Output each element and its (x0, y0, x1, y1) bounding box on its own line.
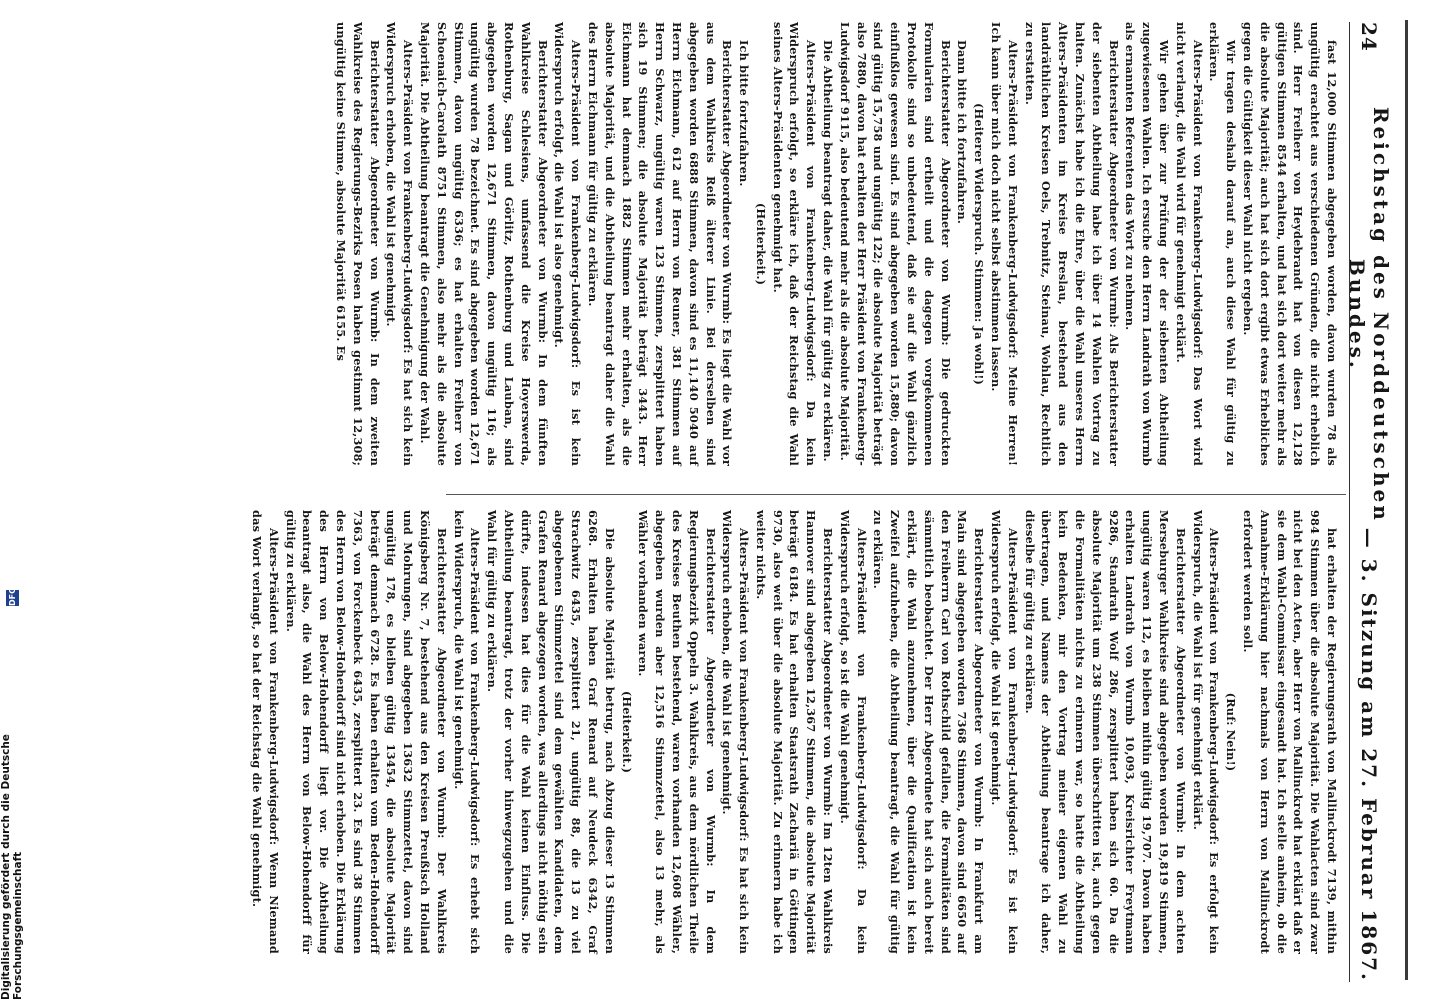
header-rule (1349, 22, 1350, 982)
session-info: — 3. Sitzung am 27. Februar 1867. (1357, 527, 1381, 982)
dfg-logo: DFG (7, 587, 17, 606)
paragraph: Berichterstatter Abgeordneter von Wurmb: In dem achten Merseburger Wahlkreise sind abgegeben worden 19,819 Stimmen, ungültig waren 112, es bleiben mithin gültig 19,707. Davon haben erhalten Landrath von Wurmb 10,093, Kreisrichter Freytmann 9286, Standrath Wolf 286, zersplittert haben sich 60. Da die absolute Majorität um 238 Stimmen überschritten ist, auch gegen die Formalitäten nichts zu erinnern war, so hatte die Abtheilung kein Bedenken, mir den Vortrag meiner eigenen Wahl zu übertragen, und Namens der Abtheilung beantrage ich daher, dieselbe für gültig zu erklären. (1022, 510, 1188, 954)
paragraph: Wir gehen über zur Prüfung der der siebenten Abtheilung zugewiesenen Wahlen. Ich ersuche den Herrn Landrath von Wurmb als ernannten Referenten das Wort zu nehmen. (1123, 22, 1172, 466)
paragraph: Alters-Präsident von Frankenberg-Ludwigsdorf: Es ist kein Widerspruch erfolgt, die Wahl ist also genehmigt. (552, 22, 584, 466)
paragraph: Alters-Präsident von Frankenberg-Ludwigsdorf: Da kein Widerspruch erfolgt, so erkläre ich, daß der Reichstag die Wahl seines Alters-Präsidenten genehmigt hat. (770, 22, 819, 466)
paragraph: Berichterstatter Abgeordneter von Wurmb: Der Wahlkreis Königsberg Nr. 7, bestehend aus den Kreisen Preußisch Holland und Mohrungen, sind abgegeben 13632 Stimmzettel, davon sind ungültig 178, es bleiben gültig 13454, die absolute Majorität beträgt demnach 6728. Es haben erhalten vom Beden-Hohendorff 7363, von Forckenbeck 6435, zersplittert 23. Es sind 38 Stimmen des Herrn von Below-Hohendorff sind nicht erhoben. Die Erklärung des Herrn von Below-Hohendorff liegt vor. Die Abtheilung beantragt also, die Wahl des Herrn von Below-Hohendorff für gültig zu erklären. (283, 510, 449, 954)
page-number: 24 (1357, 22, 1381, 52)
paragraph: Alters-Präsident von Frankenberg-Ludwigsdorf: Das Wort wird nicht verlangt, die Wahl wird für genehmigt erklärt. (1173, 22, 1205, 466)
paragraph: (Ruf: Nein!) (1224, 692, 1239, 772)
paragraph: Alters-Präsident von Frankenberg-Ludwigsdorf: Es erhebt sich kein Widerspruch, die Wahl ist genehmigt. (451, 510, 483, 954)
credit-text: Digitalisierung gefördert durch die Deutsche Forschungsgemeinschaft (0, 734, 24, 1000)
digitization-credit (0, 587, 24, 1000)
paragraph: Alters-Präsident von Frankenberg-Ludwigsdorf: Es hat sich kein Widerspruch erhoben, die Wahl ist genehmigt. (720, 510, 752, 954)
paragraph: Berichterstatter Abgeordneter von Wurmb: Es liegt die Wahl vor aus dem Wahlkreis Reiß älterer Linie. Bei derselben sind abgegeben worden 6888 Stimmen, davon sind es 11,140 5040 auf Herrn Eichmann, 612 auf Herrn von Reuner, 381 Stimmen auf Herrn Schwarz, ungültig waren 123 Stimmen, zersplittert haben sich 19 Stimmen; die absolute Majorität beträgt 3443. Herr Eichmann hat demnach 1882 Stimmen mehr erhalten, als die absolute Majorität, und die Abtheilung beantragt daher die Wahl des Herrn Eichmann für gültig zu erklären. (585, 22, 735, 466)
paragraph: (Heiterkeit.) (753, 202, 768, 286)
paragraph: fast 12,000 Stimmen abgegeben worden, davon wurden 78 als ungültig erachtet aus verschiedenen Gründen, die nicht erheblich sind. Herr Freiherr von Heydebrandt hat von diesen 12,128 gültigen Stimmen 8544 erhalten, und hat sich dort weiter mehr als die absolute Majorität; auch hat sich dort ergibt etwas Erhebliches gegen die Gültigkeit dieser Wahl nicht ergeben. (1241, 22, 1339, 466)
paragraph: Die Abtheilung beantragt daher, die Wahl für gültig zu erklären. (821, 40, 836, 462)
paragraph: Berichterstatter Abgeordneter von Wurmb: In dem zweiten Wahlkreise des Regierungs-Bezirks Posen haben gestimmt 12,308; ungültig keine Stimme, absolute Majorität 6155. Es (333, 22, 382, 466)
paragraph: Alters-Präsident von Frankenberg-Ludwigsdorf: Es ist kein Widerspruch erfolgt, die Wahl ist genehmigt. (989, 510, 1020, 954)
page-edge-shadow (1405, 20, 1408, 980)
paragraph: Alters-Präsident von Frankenberg-Ludwigsdorf: Wenn Niemand das Wort verlangt, so hat der Reichstag die Wahl genehmigt. (250, 510, 281, 954)
paragraph: Wir tragen deshalb darauf an, auch diese Wahl für gültig zu erklären. (1207, 22, 1239, 466)
paragraph: hat erhalten der Regierungsrath von Mallinckrodt 7139, mithin 984 Stimmen über die absolute Majorität. Die Wahlacten sind zwar nicht bei den Acten, aber Herr von Mallinckrodt hat erklärt daß er sie dem Wahl-Commissar eingesandt hat. Ich stelle anheim, ob die Annahme-Erklärung hier nachmals von Herrn von Mallinckrodt erfordert werden soll. (1241, 510, 1339, 954)
paragraph: Alters-Präsident von Frankenberg-Ludwigsdorf: Es hat sich kein Widerspruch erhoben, die Wahl ist genehmigt. (384, 22, 416, 466)
paragraph: Alters-Präsident von Frankenberg-Ludwigsdorf: Es erfolgt kein Widerspruch, die Wahl ist für genehmigt erklärt. (1190, 510, 1222, 954)
paragraph: Die absolute Majorität betrug, nach Abzug dieser 13 Stimmen 6268. Erhalten haben Graf Renard auf Neudeck 6342, Graf Strachwitz 6435, zersplittert 21, ungültig 88, die 13 zu viel abgegebenen Stimmzettel sind dem gewählten Kandidaten, dem Grafen Renard abgezogen worden, was allerdings nicht nöthig sein dürfte, indessen hat dies für die Wahl keinen Einfluss. Die Abtheilung beantragt, trotz der vorher hinwegzugehen und die Wahl für gültig zu erklären. (485, 510, 617, 954)
paragraph: Alters-Präsident von Frankenberg-Ludwigsdorf: Da kein Widerspruch erfolgt, so ist die Wahl genehmigt. (837, 510, 869, 954)
paragraph: Berichterstatter Abgeordneter von Wurmb: In dem fünften Wahlkreise Schlesiens, umfassend die Kreise Hoyerswerda, Rothenburg, Sagan und Görlitz, Rothenburg und Lauban, sind abgegeben worden 12,671 Stimmen, davon ungültig 116; als ungültig wurden 78 bezeichnet. Es sind abgegeben worden 12,671 Stimmen, davon ungültig 6336; es hat erhalten Freiherr von Schoenaich-Carolath 8751 Stimmen, also mehr als die absolute Majorität. Die Abtheilung beantragt die Genehmigung der Wahl. (417, 22, 550, 466)
paragraph: (Heiterer Widerspruch. Stimmen: Ja wohl!) (972, 102, 987, 386)
paragraph: Dann bitte ich fortzufahren. (955, 40, 970, 225)
paragraph: Berichterstatter Abgeordneter von Wurmb: Im 12ten Wahlkreis Hannover sind abgegeben 12,367 Stimmen, die absolute Majorität beträgt 6184. Es hat erhalten Staatsrath Zachariä in Göttingen 9730, also weit über die absolute Majorität. Zu erinnern habe ich weiter nichts. (753, 510, 836, 954)
column-divider (446, 494, 1346, 495)
publication-title: Reichstag des Norddeutschen Bundes. (1345, 106, 1393, 523)
paragraph: Alters-Präsident von Frankenberg-Ludwigsdorf: Meine Herren! Ich kann über mich doch nicht selbst abstimmen lassen. (989, 22, 1020, 466)
paragraph: Berichterstatter Abgeordneter von Wurmb: Die gedruckten Formularien sind ertheilt und die dagegen vorgekommenen Protokolle sind so unbedeutend, daß sie auf die Wahl gänzlich einflußlos gewesen sind. Es sind abgegeben worden 15,880; davon sind gültig 15,758 und ungültig 122; die absolute Majorität beträgt also 7880, davon hat erhalten der Herr Präsident von Frankenberg-Ludwigsdorf 9115, also bedeutend mehr als die absolute Majorität. (837, 22, 953, 466)
paragraph: Berichterstatter Abgeordneter von Wurmb: In Frankfurt am Main sind abgegeben worden 7368 Stimmen, davon sind 6650 auf den Freiherrn Carl von Rothschild gefallen, die Formalitäten sind sämmtlich beobachtet. Der Herr Abgeordnete hat sich auch bereit erklärt, die Wahl anzunehmen, über die Qualification ist kein Zweifel aufzuheben, die Abtheilung beantragt, die Wahl für gültig zu erklären. (871, 510, 987, 954)
paragraph: (Heiterkeit.) (619, 690, 634, 774)
text-column-right (248, 510, 1340, 954)
page-content (34, 22, 1406, 982)
text-column-left (332, 22, 1340, 466)
paragraph: Berichterstatter Abgeordneter von Wurmb: Als Berichterstatter der siebenten Abtheilung habe ich über 14 Wahlen Vortrag zu halten. Zunächst habe ich die Ehre, über die Wahl unseres Herrn Alters-Präsidenten im Kreise Breslau, bestehend aus den landräthlichen Kreisen Oels, Trebnitz, Steinau, Wohlau, Rechtlich zu erstatten. (1022, 22, 1121, 466)
paragraph: Berichterstatter Abgeordneter von Wurmb: In dem Regierungsbezirk Oppeln 3. Wahlkreis, aus dem nördlichen Theile des Kreises Beuthen bestehend, waren vorhanden 12,608 Wähler, abgegeben wurden aber 12,516 Stimmzettel, also 13 mehr, als Wähler vorhanden waren. (636, 510, 718, 954)
paragraph: Ich bitte fortzufahren. (737, 40, 752, 187)
page-header (1345, 22, 1393, 982)
